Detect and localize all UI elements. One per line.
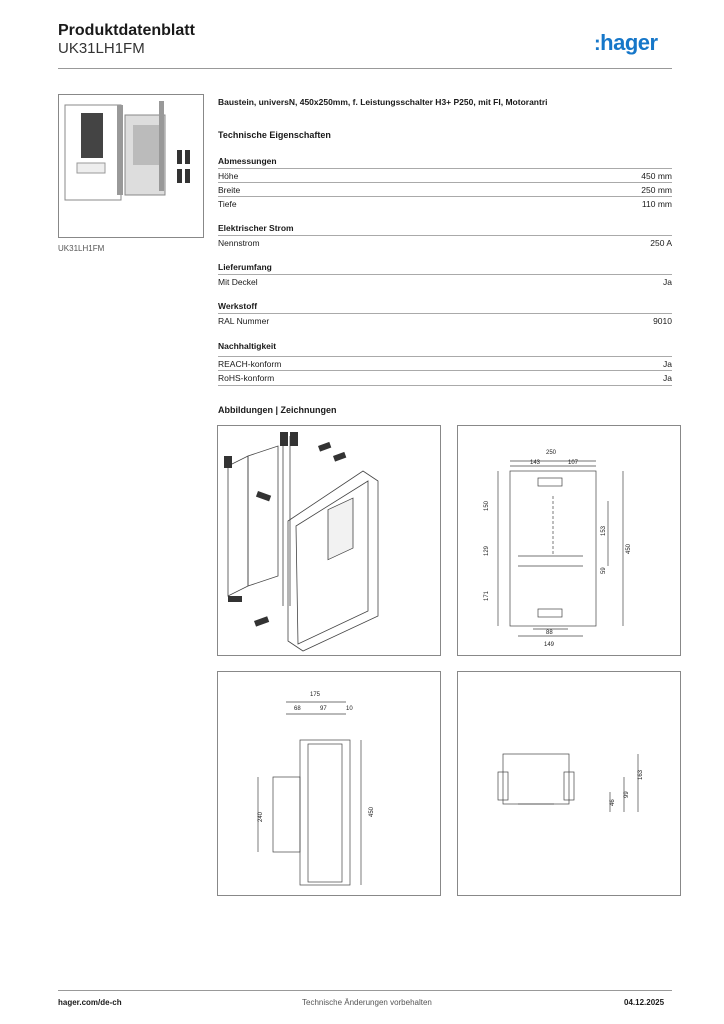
dim-top-height: 150 — [484, 500, 490, 511]
isometric-drawing — [217, 425, 441, 656]
group-title: Elektrischer Strom — [218, 223, 294, 233]
dim-base-width: 149 — [544, 642, 555, 648]
product-thumbnail — [58, 94, 204, 238]
dim-right-width: 107 — [568, 460, 579, 466]
property-row: Höhe 450 mm — [218, 168, 672, 183]
drawings-heading: Abbildungen | Zeichnungen — [218, 405, 337, 415]
dim-overall-width: 250 — [546, 450, 557, 456]
product-description: Baustein, universN, 450x250mm, f. Leistungsschalter H3+ P250, mit FI, Motorantri — [218, 97, 548, 107]
dim-bottom-height: 171 — [484, 590, 490, 601]
property-row: REACH-konform Ja — [218, 356, 672, 371]
group-title: Nachhaltigkeit — [218, 341, 277, 351]
bottom-dimension-drawing — [457, 671, 681, 896]
dim-left-width: 143 — [530, 460, 541, 466]
document-title: Produktdatenblatt — [58, 22, 195, 39]
footer-divider — [58, 990, 672, 991]
tech-heading: Technische Eigenschaften — [218, 130, 331, 140]
dim-bottom-total: 163 — [638, 769, 644, 780]
property-row: Mit Deckel Ja — [218, 274, 672, 289]
dim-total-height: 450 — [626, 543, 632, 554]
dim-side-height: 240 — [258, 811, 264, 822]
footer-url[interactable]: hager.com/de-ch — [58, 998, 122, 1007]
property-row: Breite 250 mm — [218, 182, 672, 197]
dim-side-c: 10 — [346, 706, 353, 712]
dim-bottom-low: 46 — [610, 799, 616, 806]
property-row: RAL Nummer 9010 — [218, 313, 672, 328]
dim-small-height: 59 — [601, 567, 607, 574]
hager-logo: :hager — [594, 30, 658, 55]
dim-side-b: 97 — [320, 706, 327, 712]
group-title: Lieferumfang — [218, 262, 272, 272]
footer-date: 04.12.2025 — [624, 998, 665, 1007]
property-row: Nennstrom 250 A — [218, 235, 672, 250]
dim-side-total: 450 — [369, 806, 375, 817]
property-row: Tiefe 110 mm — [218, 196, 672, 211]
footer-note: Technische Änderungen vorbehalten — [302, 998, 432, 1007]
product-code: UK31LH1FM — [58, 40, 145, 57]
group-title: Abmessungen — [218, 156, 277, 166]
dim-side-overall: 175 — [310, 692, 321, 698]
group-title: Werkstoff — [218, 301, 258, 311]
property-row: RoHS-konform Ja — [218, 370, 672, 386]
side-dimension-drawing — [217, 671, 441, 896]
thumbnail-label: UK31LH1FM — [58, 244, 105, 253]
header-divider — [58, 68, 672, 69]
dim-inner-height: 153 — [601, 525, 607, 536]
dim-mid-height: 129 — [484, 545, 490, 556]
front-dimension-drawing — [457, 425, 681, 656]
dim-side-a: 68 — [294, 706, 301, 712]
dim-inner-width: 88 — [546, 630, 553, 636]
dim-bottom-mid: 99 — [624, 791, 630, 798]
